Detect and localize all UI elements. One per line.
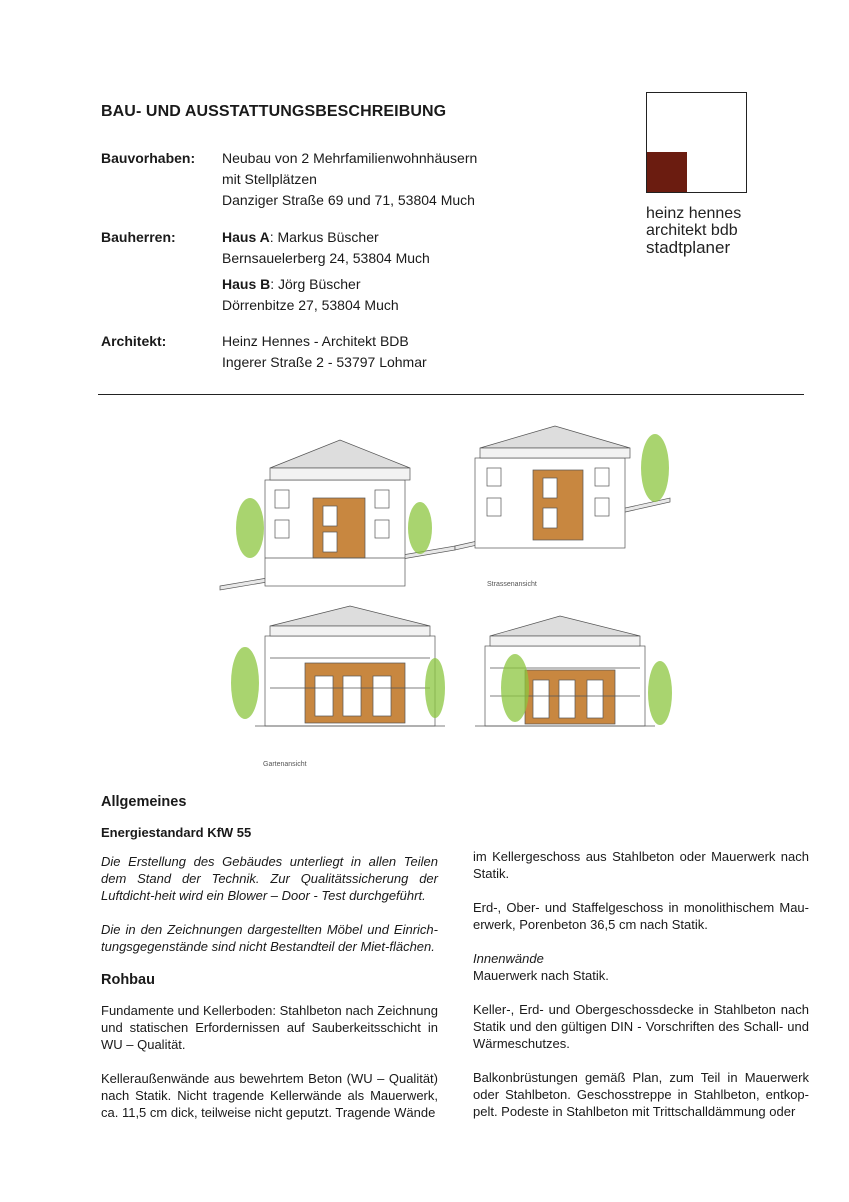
house-a-label: Haus A [222,229,270,245]
text-column-right [473,848,809,1137]
project-line: Neubau von 2 Mehrfamilienwohnhäusern [222,150,478,166]
logo-text [646,205,741,256]
architect-lines [222,331,427,373]
paragraph: Die Erstellung des Gebäudes unterliegt in allen Teilen dem Stand der Technik. Zur Qualitätssicherung der Luftdicht-heit wird ein Blower – Door - Test durchgeführt. [101,854,438,903]
paragraph: Die in den Zeichnungen dargestellten Möbel und Einrich-tungsgegenstände sind nicht Bestandteil der Miet-flächen. [101,922,438,954]
house-b-line [222,274,430,295]
owners-label: Bauherren: [101,229,176,245]
logo-line: architekt bdb [646,222,738,239]
project-label: Bauvorhaben: [101,150,196,166]
house-b-name: : Jörg Büscher [270,276,361,292]
project-line: Danziger Straße 69 und 71, 53804 Much [222,192,475,208]
document-title: BAU- UND AUSSTATTUNGSBESCHREIBUNG [101,103,447,120]
project-lines [222,148,477,211]
house-b-address: Dörrenbitze 27, 53804 Much [222,297,399,313]
logo-accent-square [647,152,687,192]
paragraph: Balkonbrüstungen gemäß Plan, zum Teil in Mauerwerk oder Stahlbeton. Geschosstreppe in Stahlbeton, entkop-pelt. Podeste in Stahlbeton mit Trittschalldämmung oder [473,1070,809,1119]
paragraph: Fundamente und Kellerboden: Stahlbeton nach Zeichnung und statischen Erfordernissen auf Sauberkeitsschicht in WU – Qualität. [101,1003,438,1052]
header-divider [98,394,804,395]
subsection-heading: Innenwände [473,951,544,966]
garden-house-left [255,606,445,726]
project-line: mit Stellplätzen [222,171,317,187]
subsection-heading: Energiestandard KfW 55 [101,825,252,840]
text-column-left [101,794,438,1138]
house-a-line [222,227,430,248]
elevation-drawing-svg [215,418,685,778]
garden-view-caption: Gartenansicht [263,761,307,768]
paragraph: Keller-, Erd- und Obergeschossdecke in Stahlbeton nach Statik und den gültigen DIN - Vorschriften des Schall- und Wärmeschutzes. [473,1002,809,1051]
architect-line: Ingerer Straße 2 - 53797 Lohmar [222,354,427,370]
logo-line: stadtplaner [646,238,731,257]
street-house-right [455,426,670,550]
section-heading: Rohbau [101,972,155,988]
paragraph: im Kellergeschoss aus Stahlbeton oder Mauerwerk nach Statik. [473,849,809,881]
elevation-drawing [215,418,685,778]
architect-label: Architekt: [101,333,167,349]
architect-logo [646,92,747,193]
architect-line: Heinz Hennes - Architekt BDB [222,333,409,349]
logo-line: heinz hennes [646,205,742,222]
house-b-label: Haus B [222,276,271,292]
paragraph: Mauerwerk nach Statik. [473,968,609,983]
house-a-address: Bernsauelerberg 24, 53804 Much [222,250,430,266]
street-view-caption: Strassenansicht [487,581,537,588]
paragraph: Kelleraußenwände aus bewehrtem Beton (WU – Qualität) nach Statik. Nicht tragende Kellerwände als Mauerwerk, ca. 11,5 cm dick, teilweise nicht geputzt. Tragende Wände [101,1071,438,1120]
owners-lines [222,227,430,316]
paragraph: Erd-, Ober- und Staffelgeschoss in monolithischem Mau-erwerk, Porenbeton 36,5 cm nach Statik. [473,900,809,932]
section-heading: Allgemeines [101,794,187,810]
garden-house-right [475,616,655,726]
house-a-name: : Markus Büscher [269,229,379,245]
